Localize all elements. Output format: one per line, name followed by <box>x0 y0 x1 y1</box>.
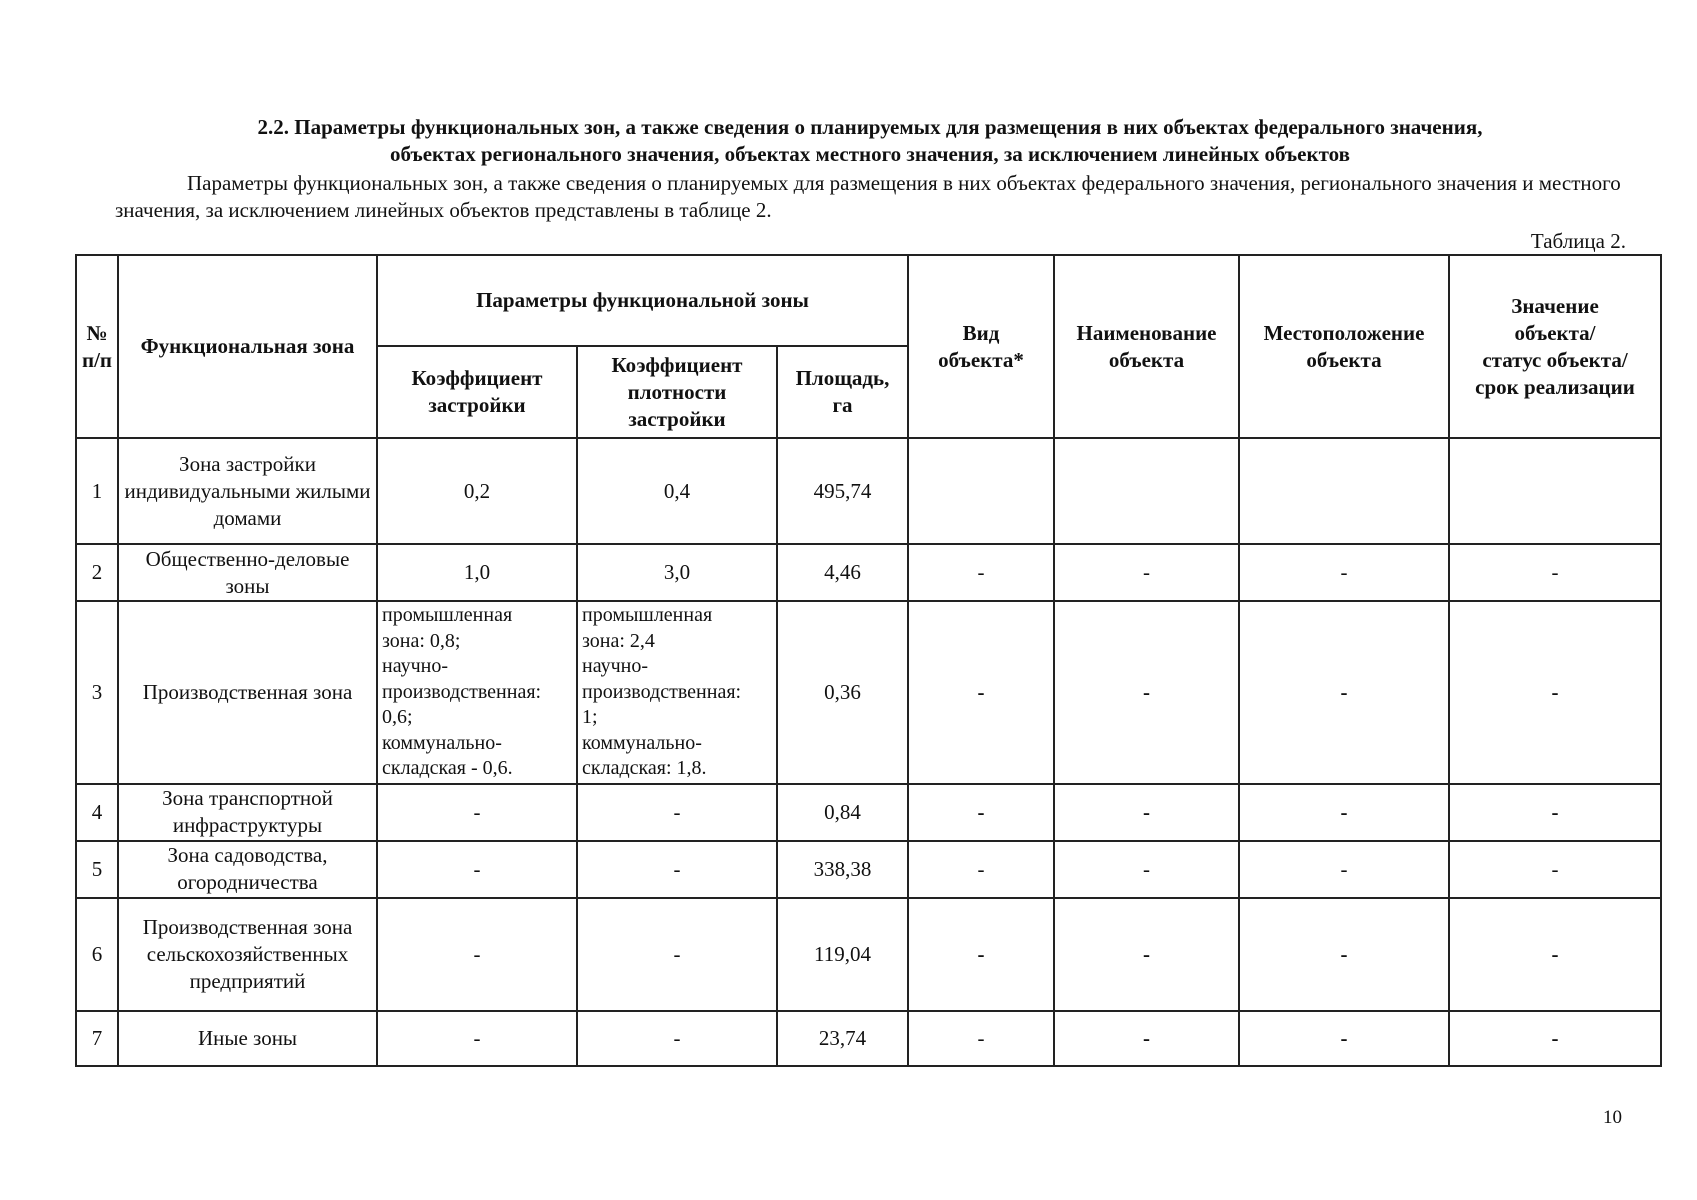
row-object-type: - <box>908 898 1054 1011</box>
row-object-type: - <box>908 784 1054 841</box>
row-object-location: - <box>1239 898 1449 1011</box>
header-object-type-line-1: Вид <box>962 320 1000 345</box>
row-coef-build-line: складская - 0,6. <box>382 757 513 779</box>
intro-paragraph: Параметры функциональных зон, а также сведения о планируемых для размещения в них объектах федерального значения, регионального значения и местного значения, за исключением линейных объектов представлены в таблице 2. <box>115 171 1621 222</box>
row-coef-density: - <box>577 898 777 1011</box>
row-num: 7 <box>76 1011 118 1066</box>
header-object-status-line-4: срок реализации <box>1475 374 1635 399</box>
row-coef-density-line: зона: 2,4 <box>582 629 655 652</box>
row-object-name: - <box>1054 601 1239 784</box>
header-coef-density-line-3: застройки <box>628 406 726 431</box>
row-num: 6 <box>76 898 118 1011</box>
header-area <box>777 346 908 438</box>
row-object-name: - <box>1054 898 1239 1011</box>
header-object-type <box>908 255 1054 438</box>
row-object-name <box>1054 438 1239 544</box>
header-zone: Функциональная зона <box>118 255 377 438</box>
table-row <box>76 1011 1661 1066</box>
table-caption: Таблица 2. <box>1530 229 1626 253</box>
row-object-status: - <box>1449 784 1661 841</box>
header-area-line-1: Площадь, <box>795 366 890 390</box>
row-coef-density-line: производственная: <box>582 680 742 703</box>
header-object-location-line-2: объекта <box>1306 347 1382 372</box>
row-coef-density-line: промышленная <box>582 604 713 626</box>
header-object-location <box>1239 255 1449 438</box>
row-coef-density <box>577 601 777 784</box>
row-zone: Зона транспортной инфраструктуры <box>118 784 377 841</box>
row-num: 1 <box>76 438 118 544</box>
header-coef-build-line-2: застройки <box>428 393 526 417</box>
header-coef-density-line-2: плотности <box>627 379 727 404</box>
row-object-location: - <box>1239 841 1449 898</box>
section-heading-line-2: объектах регионального значения, объектах местного значения, за исключением линейных объектов <box>390 142 1350 166</box>
row-zone: Зона садоводства, огородничества <box>118 841 377 898</box>
header-area-line-2: га <box>832 393 853 417</box>
row-coef-build-line: промышленная <box>382 604 513 626</box>
row-coef-density-line: научно- <box>582 655 648 677</box>
header-object-status-line-2: объекта/ <box>1514 320 1596 345</box>
header-object-name-line-1: Наименование <box>1076 320 1217 345</box>
row-coef-density: 0,4 <box>577 438 777 544</box>
row-coef-density-line: 1; <box>582 706 598 728</box>
row-coef-build-line: зона: 0,8; <box>382 629 461 652</box>
table-header-row-1 <box>76 255 1661 346</box>
row-area: 4,46 <box>777 544 908 601</box>
row-object-status: - <box>1449 841 1661 898</box>
row-coef-density: - <box>577 1011 777 1066</box>
row-object-status: - <box>1449 601 1661 784</box>
table-row <box>76 898 1661 1011</box>
header-coef-density <box>577 346 777 438</box>
row-object-name: - <box>1054 1011 1239 1066</box>
table-row <box>76 544 1661 601</box>
row-num: 4 <box>76 784 118 841</box>
row-coef-build: - <box>377 841 577 898</box>
row-area: 495,74 <box>777 438 908 544</box>
row-coef-build-line: 0,6; <box>382 706 413 728</box>
header-coef-build-line-1: Коэффициент <box>411 366 543 390</box>
row-coef-build <box>377 601 577 784</box>
row-coef-build: 1,0 <box>377 544 577 601</box>
header-num-line-1: № <box>86 320 108 345</box>
page-number: 10 <box>1603 1107 1622 1128</box>
row-object-name: - <box>1054 544 1239 601</box>
row-coef-build: - <box>377 898 577 1011</box>
row-object-name: - <box>1054 784 1239 841</box>
row-object-location: - <box>1239 544 1449 601</box>
row-area: 0,84 <box>777 784 908 841</box>
row-area: 338,38 <box>777 841 908 898</box>
row-coef-build: - <box>377 784 577 841</box>
row-coef-build-line: коммунально- <box>382 731 502 754</box>
table-row <box>76 841 1661 898</box>
row-coef-density-line: коммунально- <box>582 731 702 754</box>
header-object-name-line-2: объекта <box>1108 347 1185 372</box>
header-object-type-line-2: объекта* <box>938 347 1024 372</box>
functional-zones-table <box>75 254 1662 1067</box>
table-row <box>76 601 1661 784</box>
header-num <box>76 255 118 438</box>
row-coef-build: 0,2 <box>377 438 577 544</box>
row-coef-density-line: складская: 1,8. <box>582 757 707 779</box>
row-zone: Производственная зона сельскохозяйственных предприятий <box>118 898 377 1011</box>
row-area: 119,04 <box>777 898 908 1011</box>
row-num: 2 <box>76 544 118 601</box>
row-object-status: - <box>1449 544 1661 601</box>
table-row <box>76 438 1661 544</box>
header-object-status <box>1449 255 1661 438</box>
header-coef-density-line-1: Коэффициент <box>611 352 743 377</box>
row-object-type <box>908 438 1054 544</box>
row-object-name: - <box>1054 841 1239 898</box>
row-object-type: - <box>908 1011 1054 1066</box>
row-object-location: - <box>1239 1011 1449 1066</box>
header-object-location-line-1: Местоположение <box>1263 320 1425 345</box>
row-object-location: - <box>1239 601 1449 784</box>
row-object-type: - <box>908 601 1054 784</box>
row-object-location <box>1239 438 1449 544</box>
row-coef-density: 3,0 <box>577 544 777 601</box>
row-object-location: - <box>1239 784 1449 841</box>
header-num-line-2: п/п <box>81 347 113 372</box>
row-coef-density: - <box>577 841 777 898</box>
row-object-status: - <box>1449 1011 1661 1066</box>
row-coef-build: - <box>377 1011 577 1066</box>
row-coef-build-line: производственная: <box>382 680 542 703</box>
row-coef-build-line: научно- <box>382 655 448 677</box>
row-zone: Зона застройки индивидуальными жилыми домами <box>118 438 377 544</box>
header-object-status-line-1: Значение <box>1511 293 1599 318</box>
row-object-status <box>1449 438 1661 544</box>
row-zone: Производственная зона <box>118 601 377 784</box>
row-area: 0,36 <box>777 601 908 784</box>
row-num: 5 <box>76 841 118 898</box>
header-object-name <box>1054 255 1239 438</box>
row-zone: Иные зоны <box>118 1011 377 1066</box>
table-row <box>76 784 1661 841</box>
row-object-type: - <box>908 544 1054 601</box>
header-params-group: Параметры функциональной зоны <box>377 255 908 346</box>
row-num: 3 <box>76 601 118 784</box>
row-zone: Общественно-деловые зоны <box>118 544 377 601</box>
row-area: 23,74 <box>777 1011 908 1066</box>
section-heading-line-1: 2.2. Параметры функциональных зон, а также сведения о планируемых для размещения в них объектах федерального значения, <box>257 115 1483 139</box>
row-coef-density: - <box>577 784 777 841</box>
row-object-status: - <box>1449 898 1661 1011</box>
header-object-status-line-3: статус объекта/ <box>1482 347 1628 372</box>
section-heading <box>110 114 1630 168</box>
row-object-type: - <box>908 841 1054 898</box>
header-coef-build <box>377 346 577 438</box>
